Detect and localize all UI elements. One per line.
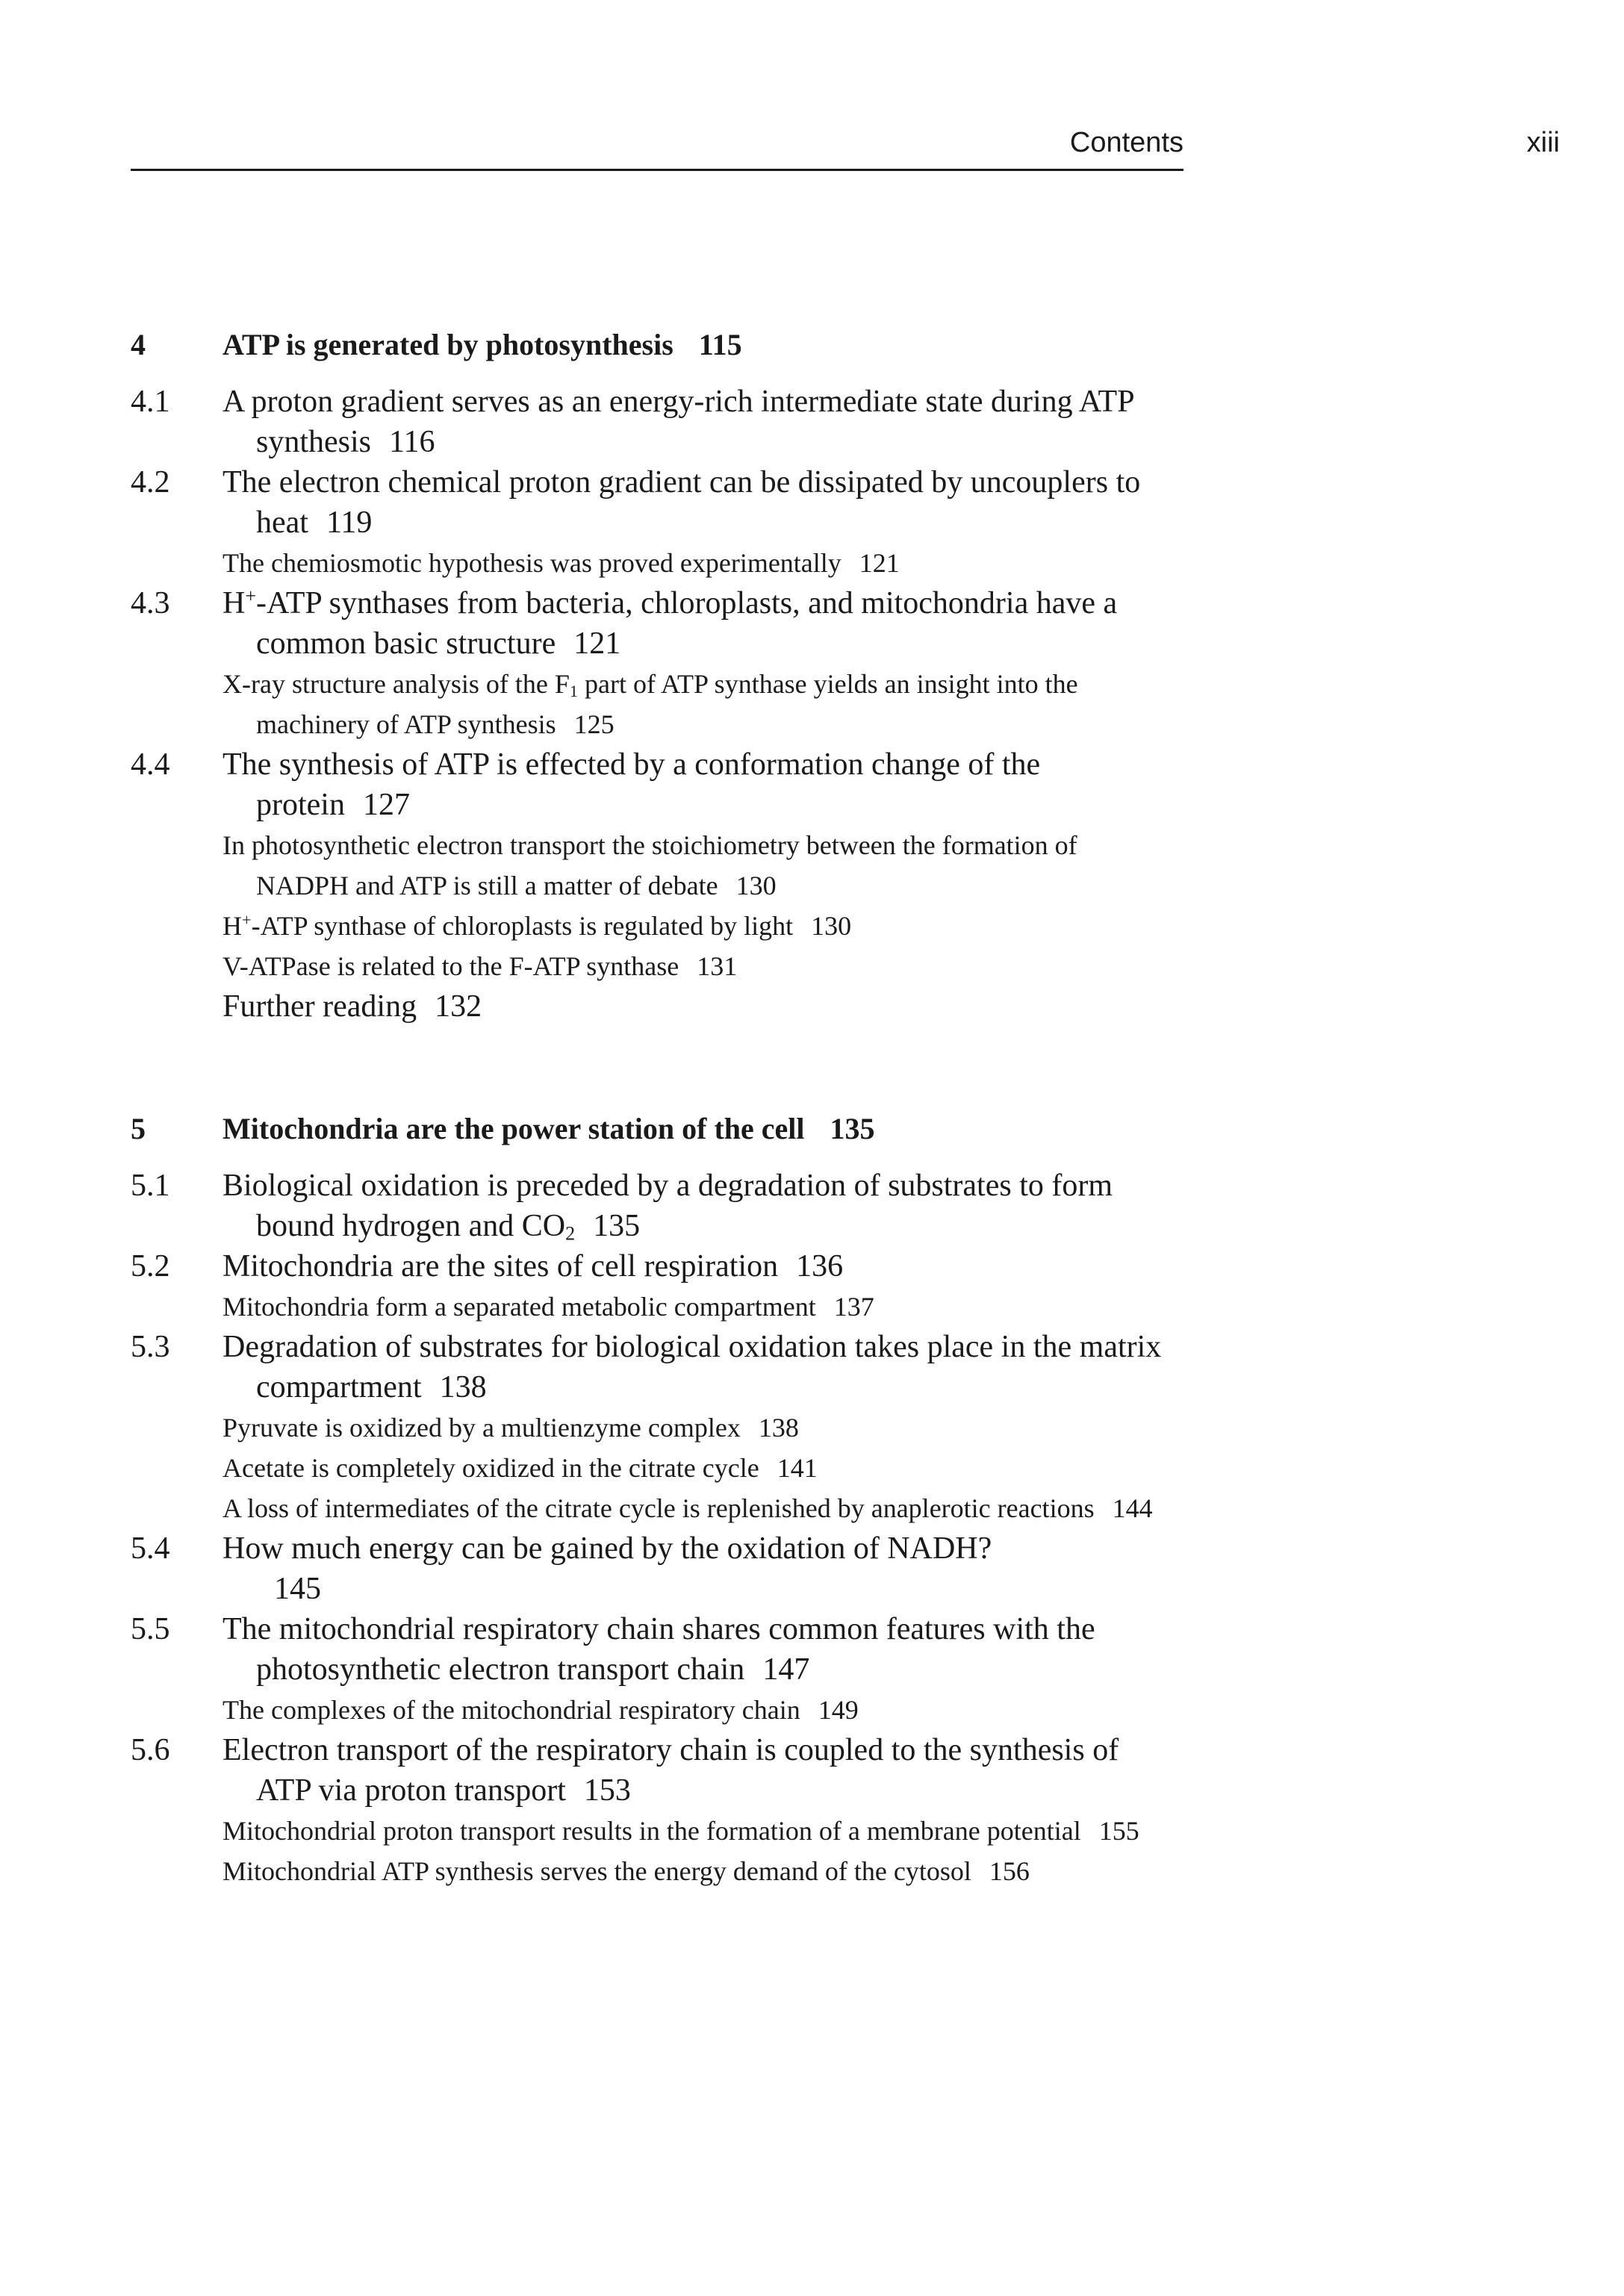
section-title: H+-ATP synthases from bacteria, chloroplasts, and mitochondria have a common basic structure [223,585,1118,661]
section-number: 5.3 [131,1330,170,1364]
subsection-membrane-potential[interactable] [131,1811,1176,1851]
section-5-2[interactable] [131,1246,1176,1287]
page-ref: 147 [762,1652,810,1687]
page-ref: 121 [859,548,900,578]
subsection-title: Mitochondrial proton transport results in the formation of a membrane potential [223,1816,1081,1846]
section-5-6[interactable] [131,1730,1176,1811]
further-reading-4[interactable] [131,986,1176,1027]
page-ref: 136 [796,1249,844,1284]
section-title: How much energy can be gained by the oxidation of NADH? [223,1531,992,1566]
subsection-title: Mitochondria form a separated metabolic compartment [223,1292,816,1322]
page-ref: 116 [389,425,435,459]
page-ref: 115 [698,328,742,361]
chapter-title: ATP is generated by photosynthesis [223,328,673,361]
page-ref: 144 [1112,1493,1153,1523]
section-title: Electron transport of the respiratory chain is coupled to the synthesis of ATP via proton transport [223,1733,1119,1808]
chapter-gap [131,1027,1176,1109]
page-ref: 155 [1098,1816,1139,1846]
page-ref: 141 [777,1453,818,1483]
subsection-xray-structure[interactable] [131,664,1176,744]
page-ref: 138 [758,1413,799,1443]
subsection-title: Mitochondrial ATP synthesis serves the energy demand of the cytosol [223,1856,971,1886]
section-number: 5.4 [131,1531,170,1566]
subsection-stoichiometry[interactable] [131,825,1176,906]
section-number: 5.5 [131,1612,170,1646]
section-number: 4.2 [131,465,170,500]
section-title: Biological oxidation is preceded by a degradation of substrates to form bound hydrogen and $CO_2$ [223,1169,1113,1245]
subsection-title: In photosynthetic electron transport the stoichiometry between the formation of NADPH and ATP is still a matter of debate [223,830,1077,900]
subsection-title: A loss of intermediates of the citrate cycle is replenished by anaplerotic reactions [223,1493,1095,1523]
page-ref: 156 [989,1856,1030,1886]
section-title: The electron chemical proton gradient can be dissipated by uncouplers to heat [223,465,1141,540]
chapter-number: 5 [131,1112,146,1145]
page-ref: 125 [573,709,615,739]
page-ref: 121 [573,626,621,661]
chapter-title: Mitochondria are the power station of the cell [223,1112,805,1145]
subsection-light-regulation[interactable] [131,906,1176,946]
page-ref: 153 [583,1773,631,1808]
page-number: xiii [1526,127,1560,158]
subsection-acetate[interactable] [131,1448,1176,1488]
page-ref: 130 [735,871,777,900]
page-ref: 149 [818,1695,859,1725]
subsection-v-atpase[interactable] [131,946,1176,986]
page-ref: 131 [697,951,738,981]
subsection-pyruvate[interactable] [131,1407,1176,1448]
subsection-title: The complexes of the mitochondrial respiratory chain [223,1695,800,1725]
section-number: 4.3 [131,586,170,620]
page-ref: 145 [274,1572,321,1606]
section-number: 4.4 [131,747,170,782]
subsection-anaplerotic[interactable] [131,1488,1176,1528]
section-4-2[interactable] [131,462,1176,543]
page-ref: 130 [811,911,852,941]
page-ref: 135 [593,1209,641,1243]
subsection-title: H+-ATP synthase of chloroplasts is regulated by light [223,910,794,941]
subsection-complexes[interactable] [131,1690,1176,1730]
subsection-chemiosmotic[interactable] [131,543,1176,583]
chapter-4-heading[interactable] [131,325,1176,365]
section-number: 4.1 [131,385,170,419]
section-title: The mitochondrial respiratory chain shares common features with the photosynthetic electron transport chain [223,1612,1095,1687]
section-5-3[interactable] [131,1327,1176,1407]
section-title: Degradation of substrates for biological oxidation takes place in the matrix compartment [223,1330,1162,1404]
page-ref: 132 [435,989,482,1024]
subsection-title: Acetate is completely oxidized in the citrate cycle [223,1453,759,1483]
table-of-contents [131,325,1176,1891]
section-5-5[interactable] [131,1609,1176,1690]
subsection-cytosol[interactable] [131,1851,1176,1891]
page-ref: 127 [362,788,410,822]
section-number: 5.1 [131,1169,170,1203]
page-ref: 119 [326,505,373,540]
subsection-title: Pyruvate is oxidized by a multienzyme complex [223,1413,741,1443]
chapter-5-heading[interactable] [131,1109,1176,1149]
subsection-title: V-ATPase is related to the F-ATP synthase [223,951,679,981]
further-reading-label: Further reading [223,989,417,1024]
section-5-1[interactable] [131,1166,1176,1246]
subsection-metabolic-compartment[interactable] [131,1287,1176,1327]
page-ref: 137 [833,1292,874,1322]
section-number: 5.2 [131,1249,170,1284]
subsection-title: The chemiosmotic hypothesis was proved experimentally [223,548,841,578]
section-number: 5.6 [131,1733,170,1767]
chapter-number: 4 [131,328,146,361]
section-4-3[interactable] [131,583,1176,664]
section-4-1[interactable] [131,382,1176,462]
section-title: The synthesis of ATP is effected by a conformation change of the protein [223,747,1041,822]
running-title: Contents [1069,127,1183,158]
section-title: A proton gradient serves as an energy-rich intermediate state during ATP synthesis [223,385,1133,459]
section-4-4[interactable] [131,744,1176,825]
running-head [131,125,1183,171]
section-title: Mitochondria are the sites of cell respiration [223,1249,779,1284]
section-5-4[interactable] [131,1528,1176,1609]
page-ref: 135 [830,1112,875,1145]
subsection-title: X-ray structure analysis of the $F_1$ part of ATP synthase yields an insight into the machinery of ATP synthesis [223,669,1078,739]
page-ref: 138 [439,1370,487,1404]
